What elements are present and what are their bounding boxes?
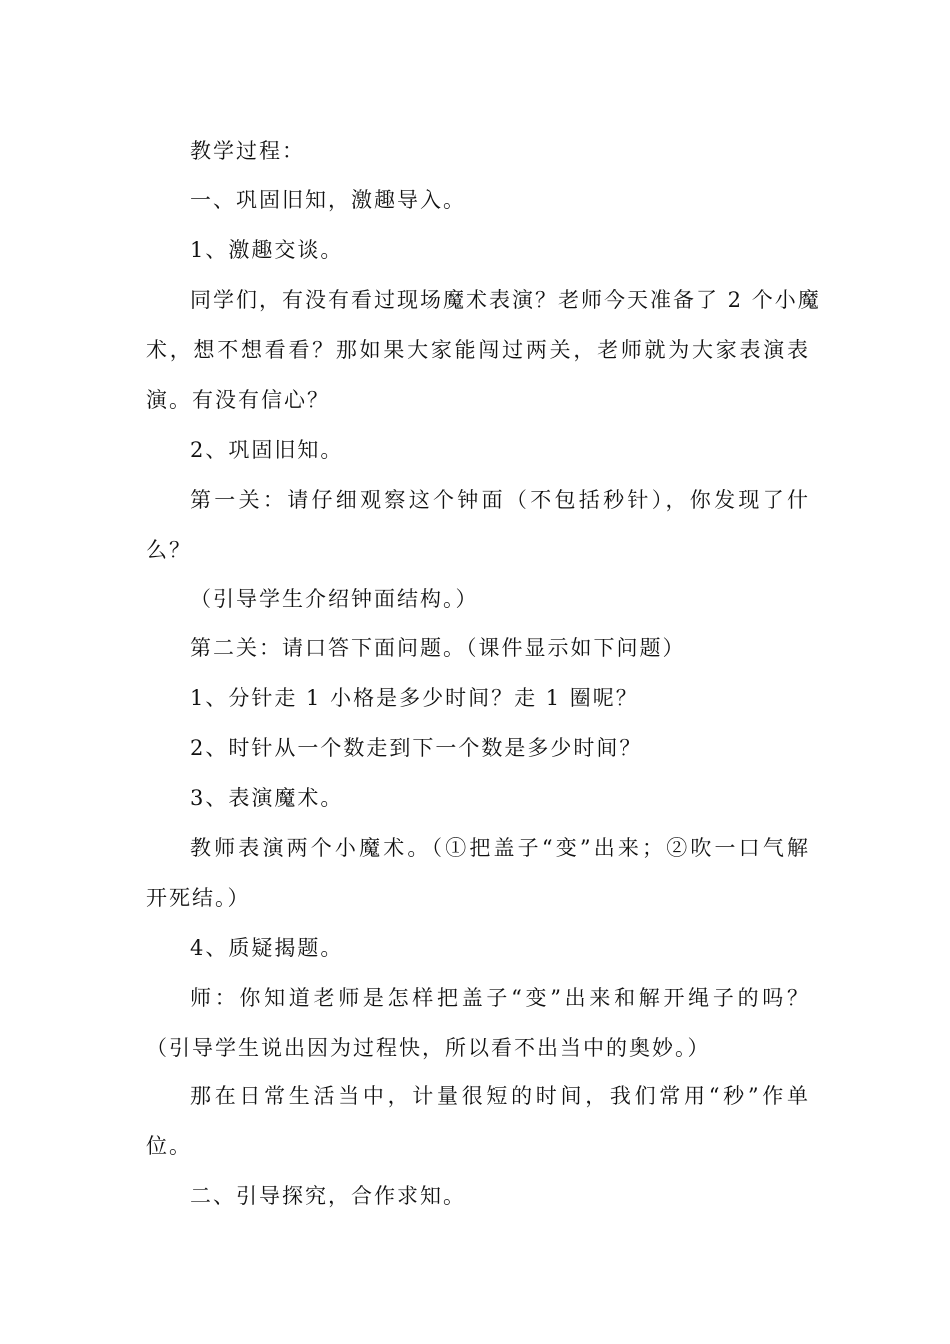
section-heading-1: 一、巩固旧知，激趣导入。 bbox=[190, 188, 466, 212]
paragraph-line: 教师表演两个小魔术。（①把盖子“变”出来；②吹一口气解 bbox=[190, 836, 810, 860]
question-line: 2、时针从一个数走到下一个数是多少时间？ bbox=[190, 736, 643, 760]
paragraph-line: 开死结。） bbox=[146, 886, 251, 910]
paragraph-line: 那在日常生活当中，计量很短的时间，我们常用“秒”作单 bbox=[190, 1084, 810, 1108]
subheading-1-2: 2、巩固旧知。 bbox=[190, 438, 344, 462]
paragraph-line: 第一关：请仔细观察这个钟面（不包括秒针），你发现了什 bbox=[190, 488, 810, 512]
paragraph-line: 同学们，有没有看过现场魔术表演？老师今天准备了 2 个小魔 bbox=[190, 288, 821, 312]
subheading-1-1: 1、激趣交谈。 bbox=[190, 238, 344, 262]
paragraph-line: （引导学生说出因为过程快，所以看不出当中的奥妙。） bbox=[146, 1036, 711, 1060]
subheading-1-4: 4、质疑揭题。 bbox=[190, 936, 344, 960]
question-line: 1、分针走 1 小格是多少时间？走 1 圈呢？ bbox=[190, 686, 639, 710]
paragraph-line: 师：你知道老师是怎样把盖子“变”出来和解开绳子的吗？ bbox=[190, 986, 810, 1010]
subheading-1-3: 3、表演魔术。 bbox=[190, 786, 344, 810]
heading-teaching-process: 教学过程： bbox=[190, 139, 305, 163]
paragraph-line: 么？ bbox=[146, 538, 192, 562]
paragraph-line: （引导学生介绍钟面结构。） bbox=[190, 587, 479, 611]
paragraph-line: 演。有没有信心？ bbox=[146, 388, 330, 412]
section-heading-2: 二、引导探究，合作求知。 bbox=[190, 1184, 466, 1208]
paragraph-line: 第二关：请口答下面问题。（课件显示如下问题） bbox=[190, 636, 686, 660]
paragraph-line: 术，想不想看看？那如果大家能闯过两关，老师就为大家表演表 bbox=[146, 338, 810, 362]
paragraph-line: 位。 bbox=[146, 1134, 192, 1158]
